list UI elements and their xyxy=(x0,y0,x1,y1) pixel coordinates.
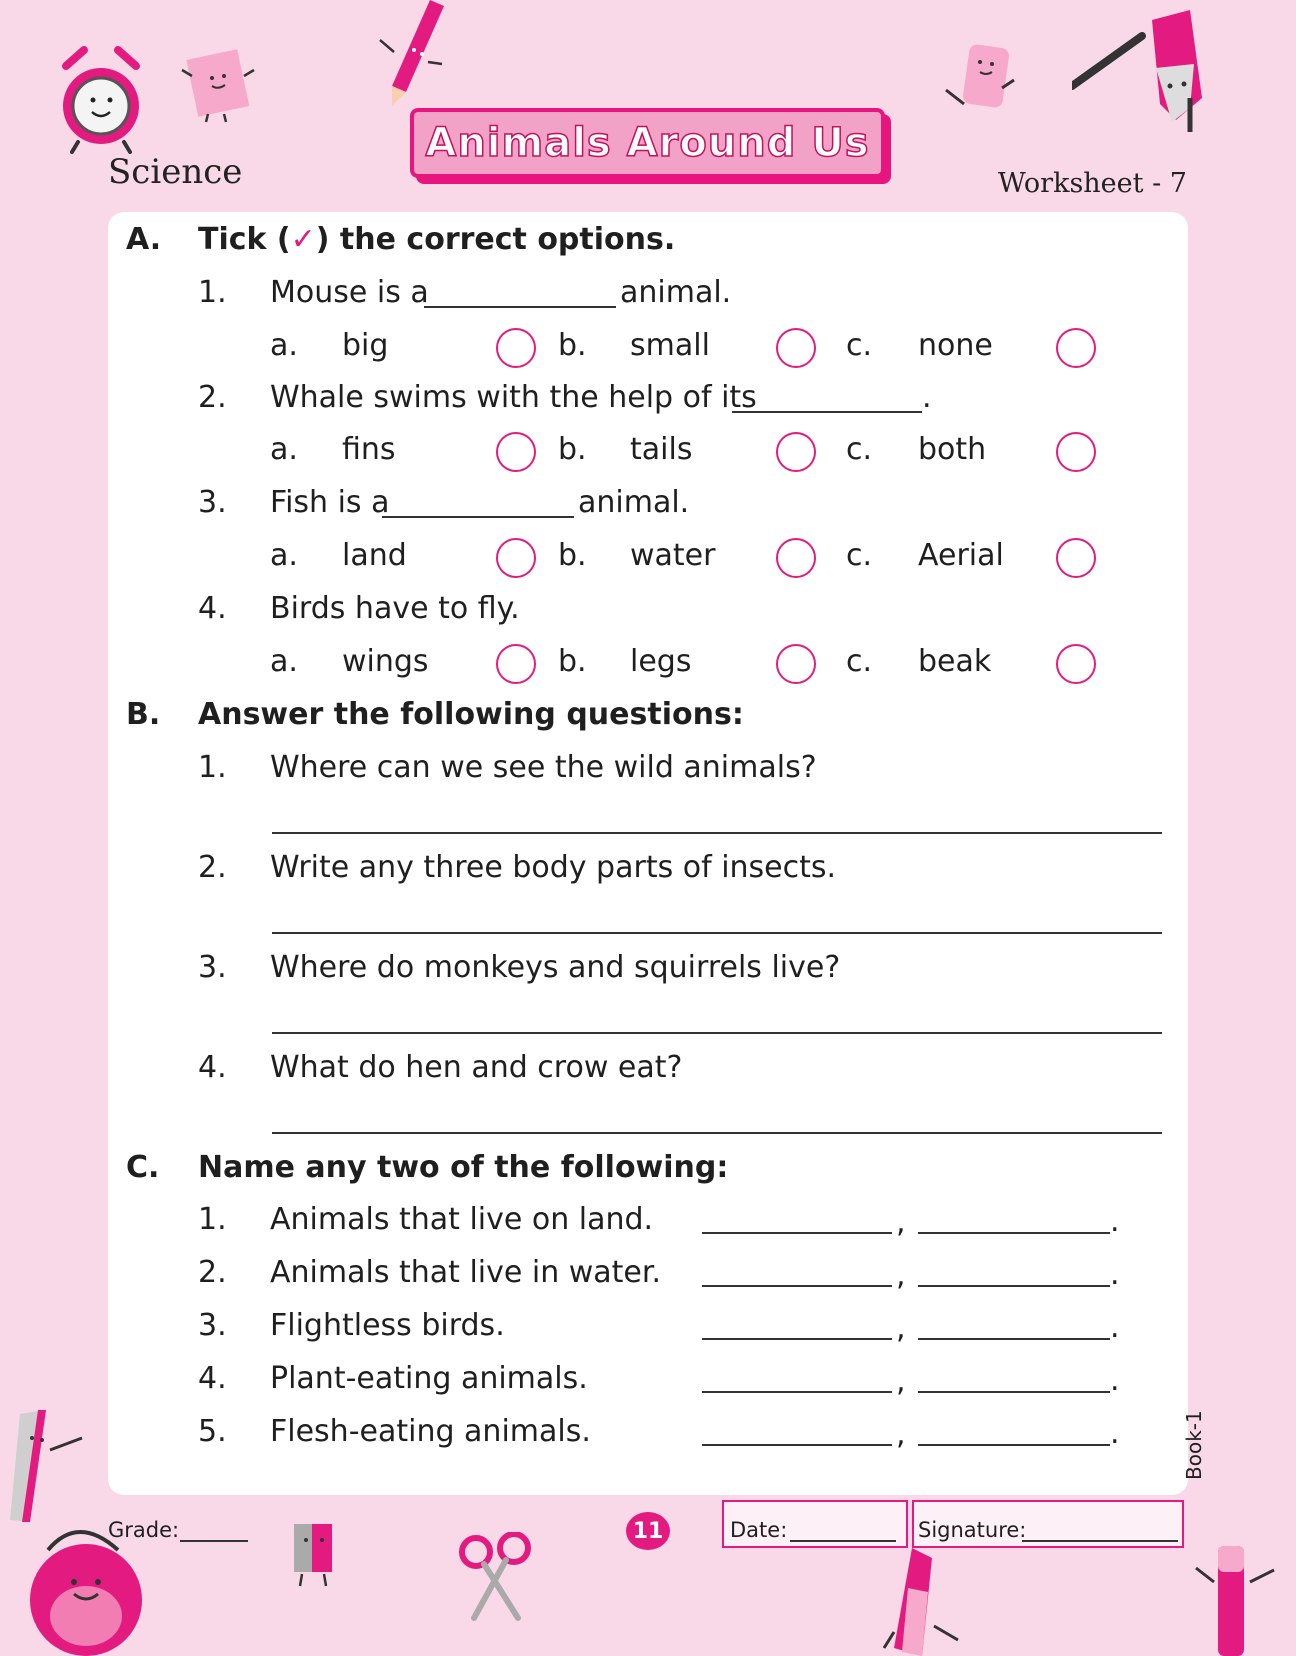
period-mark: . xyxy=(1110,1363,1120,1398)
question-text-post: animal. xyxy=(578,485,690,520)
question-text: Where do monkeys and squirrels live? xyxy=(270,950,841,985)
crayon-character-icon xyxy=(882,1548,962,1656)
item-number: 1. xyxy=(198,1202,227,1237)
item-text: Flesh-eating animals. xyxy=(270,1414,591,1449)
item-number: 5. xyxy=(198,1414,227,1449)
question-number: 4. xyxy=(198,1050,227,1085)
sharpener-icon xyxy=(284,1518,344,1590)
comma-separator: , xyxy=(896,1205,906,1240)
answer-blank[interactable] xyxy=(918,1285,1110,1287)
section-c-label: C. xyxy=(126,1150,160,1185)
option-checkbox[interactable] xyxy=(776,328,816,368)
item-number: 3. xyxy=(198,1308,227,1343)
comma-separator: , xyxy=(896,1364,906,1399)
pencil-character-icon xyxy=(1072,8,1212,138)
option-text: small xyxy=(630,328,710,363)
date-label: Date: xyxy=(730,1518,788,1542)
option-letter: c. xyxy=(846,328,873,363)
question-text: Where can we see the wild animals? xyxy=(270,750,817,785)
option-letter: b. xyxy=(558,644,587,679)
page-number: 11 xyxy=(626,1512,670,1550)
scissors-icon xyxy=(456,1532,536,1622)
period-mark: . xyxy=(1110,1204,1120,1239)
option-text: tails xyxy=(630,432,693,467)
notepad-icon xyxy=(178,44,258,124)
answer-blank[interactable] xyxy=(702,1285,892,1287)
answer-line[interactable] xyxy=(272,832,1162,834)
question-text-pre: Mouse is a xyxy=(270,275,429,310)
period-mark: . xyxy=(1110,1310,1120,1345)
answer-line[interactable] xyxy=(272,1132,1162,1134)
section-a-label: A. xyxy=(126,222,162,257)
comma-separator: , xyxy=(896,1258,906,1293)
option-checkbox[interactable] xyxy=(496,538,536,578)
item-text: Plant-eating animals. xyxy=(270,1361,588,1396)
option-letter: b. xyxy=(558,328,587,363)
question-text-post: animal. xyxy=(620,275,732,310)
question-number: 1. xyxy=(198,275,227,310)
item-text: Flightless birds. xyxy=(270,1308,505,1343)
check-mark-icon: ✓ xyxy=(290,222,316,257)
answer-blank[interactable] xyxy=(918,1232,1110,1234)
pencil-icon xyxy=(378,0,448,110)
item-text: Animals that live on land. xyxy=(270,1202,654,1237)
option-letter: c. xyxy=(846,644,873,679)
option-text: beak xyxy=(918,644,992,679)
option-checkbox[interactable] xyxy=(1056,538,1096,578)
section-b-heading: Answer the following questions: xyxy=(198,697,744,732)
item-number: 4. xyxy=(198,1361,227,1396)
subject-label: Science xyxy=(108,152,243,192)
option-letter: c. xyxy=(846,432,873,467)
question-text: What do hen and crow eat? xyxy=(270,1050,683,1085)
option-text: Aerial xyxy=(918,538,1004,573)
section-b-label: B. xyxy=(126,697,161,732)
eraser-icon xyxy=(942,40,1022,120)
option-checkbox[interactable] xyxy=(496,432,536,472)
answer-line[interactable] xyxy=(272,1032,1162,1034)
worksheet-number: Worksheet - 7 xyxy=(998,168,1187,199)
option-text: legs xyxy=(630,644,692,679)
answer-blank[interactable] xyxy=(918,1338,1110,1340)
option-text: big xyxy=(342,328,389,363)
date-field[interactable] xyxy=(790,1540,896,1542)
answer-line[interactable] xyxy=(272,932,1162,934)
section-a-heading xyxy=(198,222,675,258)
answer-blank[interactable] xyxy=(702,1338,892,1340)
heading-prefix: Tick ( xyxy=(198,222,291,257)
question-text-post: . xyxy=(922,380,932,415)
question-number: 4. xyxy=(198,591,227,626)
option-checkbox[interactable] xyxy=(496,644,536,684)
option-letter: b. xyxy=(558,538,587,573)
item-number: 2. xyxy=(198,1255,227,1290)
answer-blank[interactable] xyxy=(702,1444,892,1446)
option-letter: b. xyxy=(558,432,587,467)
answer-blank[interactable] xyxy=(702,1232,892,1234)
comma-separator: , xyxy=(896,1311,906,1346)
answer-blank[interactable] xyxy=(918,1391,1110,1393)
option-text: land xyxy=(342,538,407,573)
option-text: both xyxy=(918,432,987,467)
title-banner xyxy=(410,108,885,178)
answer-blank[interactable] xyxy=(382,516,574,518)
option-letter: a. xyxy=(270,432,298,467)
option-text: wings xyxy=(342,644,429,679)
question-text: Write any three body parts of insects. xyxy=(270,850,837,885)
page-title: Animals Around Us xyxy=(425,120,870,166)
option-checkbox[interactable] xyxy=(1056,328,1096,368)
question-text-pre: Fish is a xyxy=(270,485,390,520)
heading-suffix: ) the correct options. xyxy=(315,222,676,257)
option-checkbox[interactable] xyxy=(776,644,816,684)
book-id: Book-1 xyxy=(1182,1410,1206,1480)
option-text: water xyxy=(630,538,716,573)
option-letter: a. xyxy=(270,328,298,363)
question-number: 1. xyxy=(198,750,227,785)
answer-blank[interactable] xyxy=(732,411,922,413)
item-text: Animals that live in water. xyxy=(270,1255,661,1290)
question-number: 3. xyxy=(198,950,227,985)
option-checkbox[interactable] xyxy=(1056,432,1096,472)
answer-blank[interactable] xyxy=(702,1391,892,1393)
section-c-heading: Name any two of the following: xyxy=(198,1150,729,1185)
question-text-pre: Birds have to fly. xyxy=(270,591,520,626)
pen-character-icon xyxy=(1190,1540,1280,1656)
question-text-pre: Whale swims with the help of its xyxy=(270,380,757,415)
alarm-clock-icon xyxy=(56,44,146,159)
option-text: none xyxy=(918,328,993,363)
question-number: 2. xyxy=(198,850,227,885)
question-number: 3. xyxy=(198,485,227,520)
option-text: fins xyxy=(342,432,396,467)
option-checkbox[interactable] xyxy=(1056,644,1096,684)
option-letter: c. xyxy=(846,538,873,573)
signature-field[interactable] xyxy=(1022,1540,1178,1542)
period-mark: . xyxy=(1110,1416,1120,1451)
grade-field[interactable] xyxy=(180,1540,248,1542)
option-letter: a. xyxy=(270,538,298,573)
option-checkbox[interactable] xyxy=(776,432,816,472)
question-number: 2. xyxy=(198,380,227,415)
option-checkbox[interactable] xyxy=(496,328,536,368)
option-checkbox[interactable] xyxy=(776,538,816,578)
period-mark: . xyxy=(1110,1257,1120,1292)
comma-separator: , xyxy=(896,1417,906,1452)
ruler-icon xyxy=(10,1410,90,1530)
answer-blank[interactable] xyxy=(424,306,616,308)
option-letter: a. xyxy=(270,644,298,679)
answer-blank[interactable] xyxy=(918,1444,1110,1446)
grade-label: Grade: xyxy=(108,1518,180,1542)
signature-label: Signature: xyxy=(918,1518,1027,1542)
